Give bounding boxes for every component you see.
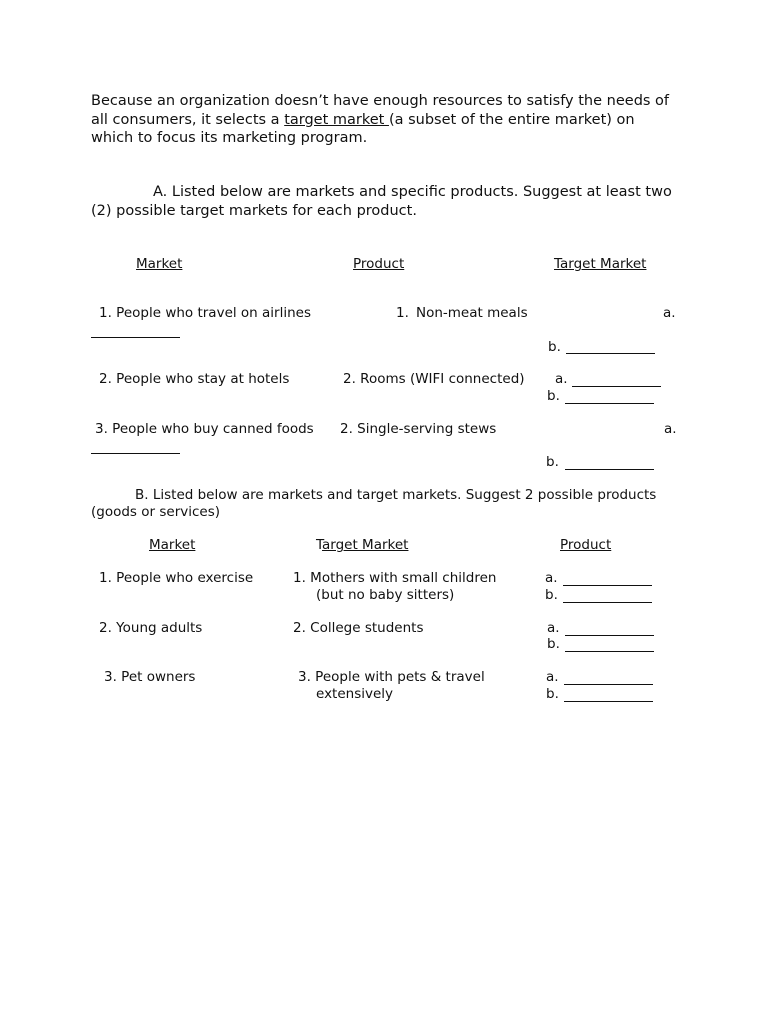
section-a-header-market: Market: [136, 256, 183, 272]
section-b-instruction: B. Listed below are markets and target markets. Suggest 2 possible products (goods or services): [91, 487, 657, 520]
section-a-row2-b-blank[interactable]: [565, 391, 654, 404]
section-b-row1-target-line1: 1. Mothers with small children: [293, 570, 497, 586]
section-a-row2-a-label: a.: [555, 371, 568, 387]
intro-text-after: (a subset of the entire market) on which to focus its marketing program.: [91, 111, 635, 146]
section-a-row3-b-blank[interactable]: [565, 457, 654, 470]
section-a-header-product: Product: [353, 256, 405, 272]
section-a-instruction: A. Listed below are markets and specific products. Suggest at least two (2) possible target markets for each product.: [91, 184, 672, 219]
section-b-row3-target-line2: extensively: [316, 686, 394, 702]
section-b-row2-a-blank[interactable]: [565, 623, 654, 636]
section-b-row1-a-blank[interactable]: [563, 573, 652, 586]
section-b-row3-target-line1: 3. People with pets & travel: [298, 669, 485, 685]
section-a-row1-b-label: b.: [548, 339, 561, 355]
section-a-row2-a-blank[interactable]: [572, 374, 661, 387]
section-b-row2-b-label: b.: [547, 636, 560, 652]
section-a-row3-a-label: a.: [664, 421, 677, 437]
section-b-header-product: Product: [560, 537, 612, 553]
section-a-row3-a-blank[interactable]: [91, 441, 180, 454]
section-a-row1-a-blank[interactable]: [91, 325, 180, 338]
target-market-term: target market: [284, 111, 389, 128]
section-a-row3-market: 3. People who buy canned foods: [95, 421, 314, 437]
intro-text-before: Because an organization doesn’t have enough resources to satisfy the needs of all consumers, it selects a: [91, 93, 670, 128]
section-b-row3-b-label: b.: [546, 686, 559, 702]
section-b-row2-a-label: a.: [547, 620, 560, 636]
section-b-row1-b-label: b.: [545, 587, 558, 603]
section-a-row2-b-label: b.: [547, 388, 560, 404]
section-a-row1-product-number: 1.: [396, 305, 409, 321]
section-a-header-target-market: Target Market: [554, 256, 647, 272]
section-a-row1-a-label: a.: [663, 305, 676, 321]
section-a-row3-product: 2. Single-serving stews: [340, 421, 497, 437]
section-a-row2-product: 2. Rooms (WIFI connected): [343, 371, 525, 387]
section-b-row3-market: 3. Pet owners: [104, 669, 196, 685]
section-a-row1-market: 1. People who travel on airlines: [99, 305, 311, 321]
section-b-row1-b-blank[interactable]: [563, 590, 652, 603]
section-b-row1-a-label: a.: [545, 570, 558, 586]
section-b-row1-market: 1. People who exercise: [99, 570, 254, 586]
section-b-row3-a-label: a.: [546, 669, 559, 685]
section-b-row3-a-blank[interactable]: [564, 672, 653, 685]
section-b-row3-b-blank[interactable]: [564, 689, 653, 702]
section-b-row2-b-blank[interactable]: [565, 639, 654, 652]
section-a-row2-market: 2. People who stay at hotels: [99, 371, 290, 387]
section-a-row3-b-label: b.: [546, 454, 559, 470]
section-a-row1-b-blank[interactable]: [566, 341, 655, 354]
section-b-header-market: Market: [149, 537, 196, 553]
section-a-row1-product: Non-meat meals: [416, 305, 528, 321]
section-b-header-target-market: Target Market: [316, 537, 409, 553]
section-b-row2-market: 2. Young adults: [99, 620, 203, 636]
section-b-row2-target-line1: 2. College students: [293, 620, 424, 636]
intro-paragraph: [91, 92, 681, 148]
section-b-row1-target-line2: (but no baby sitters): [316, 587, 455, 603]
